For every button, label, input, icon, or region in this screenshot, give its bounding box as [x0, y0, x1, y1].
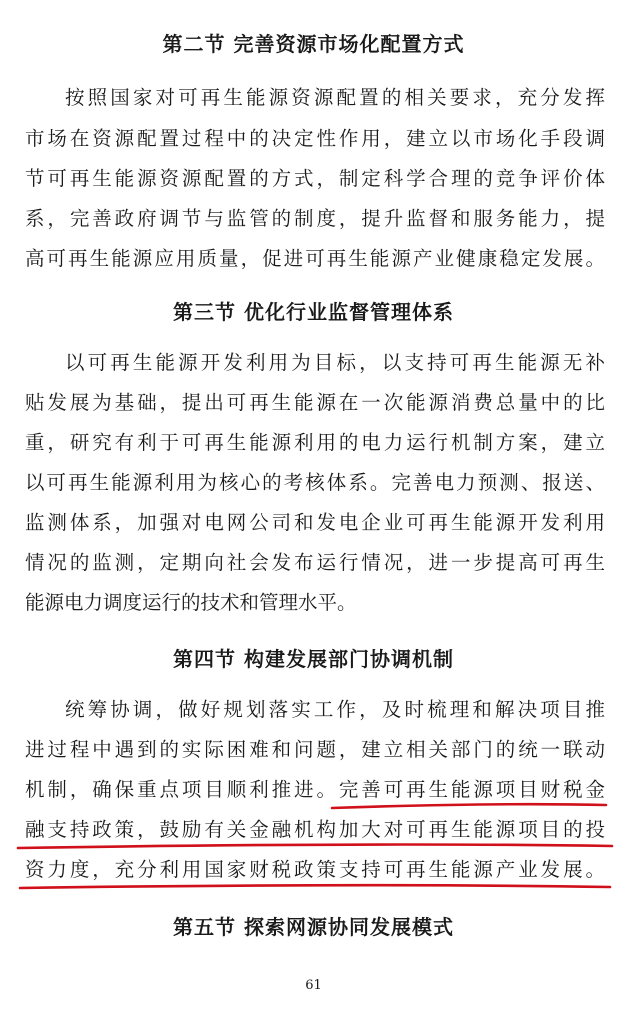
paragraph-line: 节可再生能源资源配置的方式，制定科学合理的竞争评价体 — [25, 167, 605, 190]
paragraph-line: 机制，确保重点项目顺利推进。完善可再生能源项目财税金 — [25, 778, 605, 801]
paragraph-line: 系，完善政府调节与监管的制度，提升监督和服务能力，提 — [25, 207, 605, 230]
paragraph-line: 融支持政策，鼓励有关金融机构加大对可再生能源项目的投 — [25, 818, 605, 841]
paragraph-line: 高可再生能源应用质量，促进可再生能源产业健康稳定发展。 — [25, 247, 605, 270]
paragraph-line: 资力度，充分利用国家财税政策支持可再生能源产业发展。 — [25, 858, 605, 881]
paragraph-line: 贴发展为基础，提出可再生能源在一次能源消费总量中的比 — [25, 391, 605, 414]
paragraph-line: 统筹协调，做好规划落实工作，及时梳理和解决项目推 — [65, 698, 605, 721]
section-heading: 第四节 构建发展部门协调机制 — [173, 647, 454, 671]
paragraph-line: 以可再生能源利用为核心的考核体系。完善电力预测、报送、 — [25, 471, 605, 494]
paragraph-line: 按照国家对可再生能源资源配置的相关要求，充分发挥 — [65, 86, 605, 109]
page-number: 61 — [305, 978, 322, 993]
paragraph-line: 能源电力调度运行的技术和管理水平。 — [25, 591, 357, 614]
section-heading: 第五节 探索网源协同发展模式 — [173, 915, 454, 939]
underline-stroke-3 — [20, 885, 610, 888]
paragraph-line: 市场在资源配置过程中的决定性作用，建立以市场化手段调 — [25, 127, 605, 150]
paragraph-line: 监测体系，加强对电网公司和发电企业可再生能源开发利用 — [25, 511, 605, 534]
paragraph-line: 情况的监测，定期向社会发布运行情况，进一步提高可再生 — [25, 551, 605, 574]
paragraph-line: 进过程中遇到的实际困难和问题，建立相关部门的统一联动 — [25, 738, 605, 761]
section-heading: 第二节 完善资源市场化配置方式 — [162, 32, 465, 56]
section-heading: 第三节 优化行业监督管理体系 — [173, 300, 454, 324]
underline-stroke-2 — [18, 845, 612, 848]
paragraph-line: 重，研究有利于可再生能源利用的电力运行机制方案，建立 — [25, 431, 605, 454]
underline-stroke-1 — [332, 804, 606, 808]
paragraph-line: 以可再生能源开发利用为目标，以支持可再生能源无补 — [65, 351, 605, 374]
